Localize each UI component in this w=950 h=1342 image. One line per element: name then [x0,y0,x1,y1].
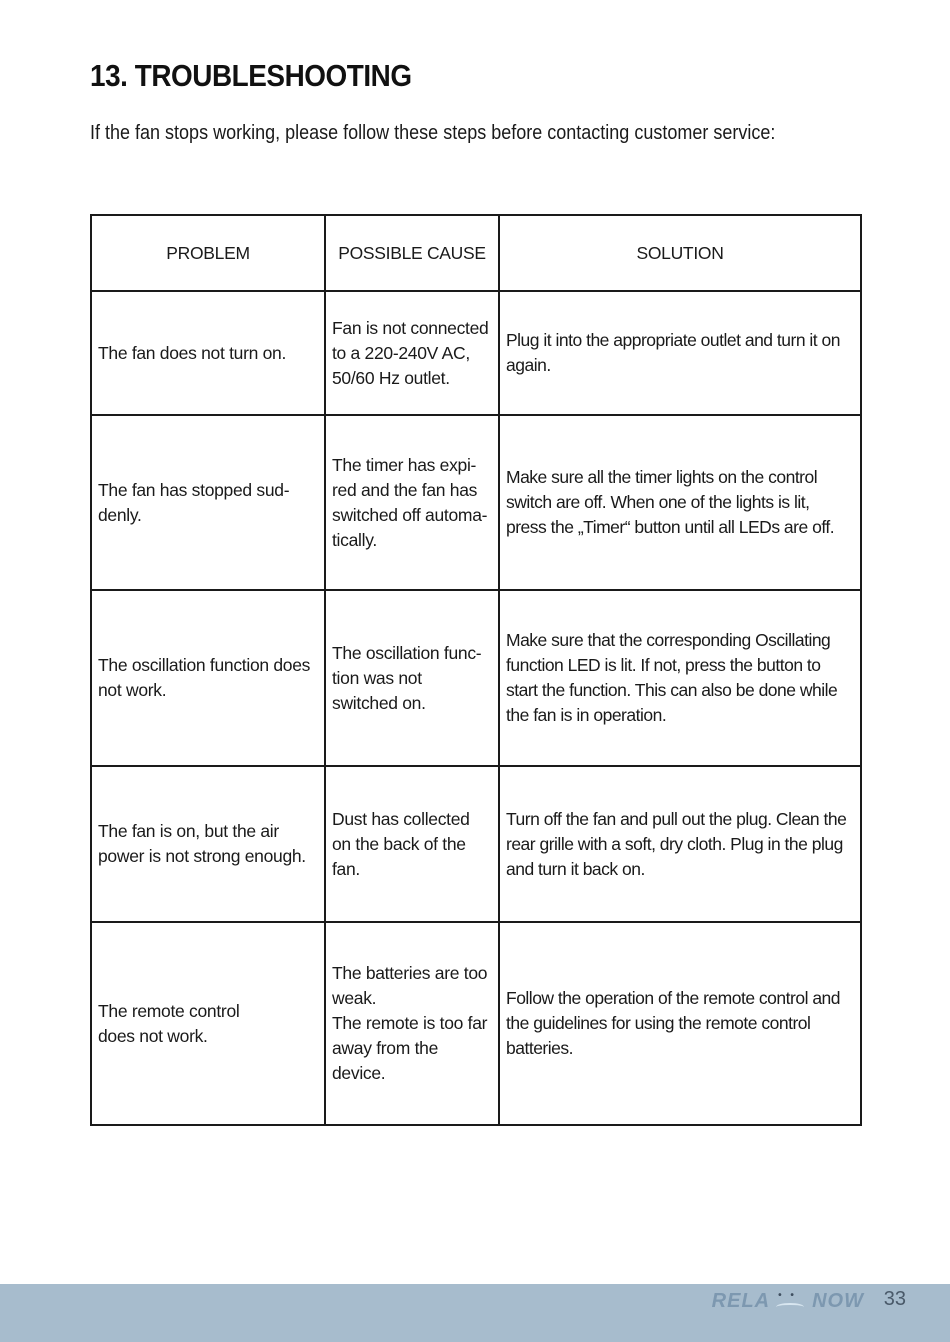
table-row [91,415,861,590]
cause-cell: The batteries are too weak. The remote is too far away from the device. [325,922,499,1125]
header-solution: SOLUTION [499,215,861,291]
solution-cell: Plug it into the appropriate outlet and turn it on again. [499,291,861,415]
troubleshooting-table [90,214,862,1126]
problem-cell: The oscillation function does not work. [91,590,325,766]
header-possible-cause: POSSIBLE CAUSE [325,215,499,291]
page-title: 13. TROUBLESHOOTING [90,58,412,93]
logo-text-right: NOW [812,1290,864,1312]
page-number: 33 [883,1288,906,1310]
table-header-row [91,215,861,291]
intro-text: If the fan stops working, please follow these steps before contacting customer service: [90,122,776,144]
cause-cell: The oscillation func-tion was not switched on. [325,590,499,766]
cause-cell: The timer has expi-red and the fan has switched off automa-tically. [325,415,499,590]
solution-cell: Turn off the fan and pull out the plug. Clean the rear grille with a soft, dry cloth. Plug in the plug and turn it back on. [499,766,861,922]
header-problem: PROBLEM [91,215,325,291]
table-row [91,922,861,1125]
cause-cell: Fan is not connected to a 220-240V AC, 50/60 Hz outlet. [325,291,499,415]
logo-wave-icon [774,1292,808,1312]
table-row [91,590,861,766]
logo-text-left: RELA [711,1290,771,1312]
problem-cell: The remote control does not work. [91,922,325,1125]
brand-logo [712,1290,864,1313]
solution-cell: Make sure that the corresponding Oscillating function LED is lit. If not, press the button to start the function. This can also be done while the fan is in operation. [499,590,861,766]
table-row [91,766,861,922]
problem-cell: The fan has stopped sud-denly. [91,415,325,590]
solution-cell: Follow the operation of the remote control and the guidelines for using the remote control batteries. [499,922,861,1125]
problem-cell: The fan does not turn on. [91,291,325,415]
solution-cell: Make sure all the timer lights on the control switch are off. When one of the lights is lit, press the „Timer“ button until all LEDs are off. [499,415,861,590]
cause-cell: Dust has collected on the back of the fan. [325,766,499,922]
table-row [91,291,861,415]
problem-cell: The fan is on, but the air power is not strong enough. [91,766,325,922]
